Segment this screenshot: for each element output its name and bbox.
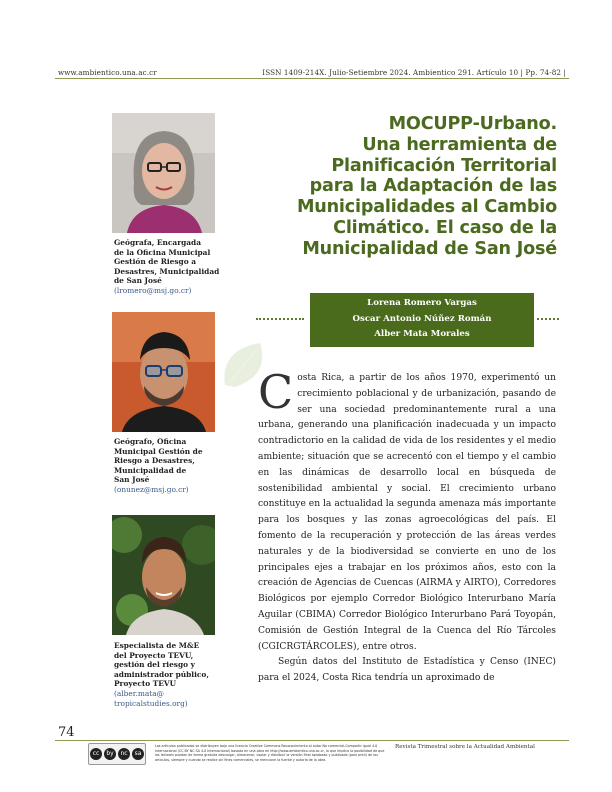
author-2: Oscar Antonio Núñez Román: [352, 313, 492, 324]
bio-mata: Especialista de M&E del Proyecto TEVU, gestión del riesgo y administrador público, Proyecto TEVU (alber.mata@ tropicalstudies.org): [114, 641, 232, 708]
email-mata[interactable]: (alber.mata@: [114, 688, 165, 698]
bio-nunez: Geógrafo, Oficina Municipal Gestión de Riesgo a Desastres, Municipalidad de San José (onunez@msj.go.cr): [114, 437, 232, 495]
author-photo-nunez: [112, 312, 215, 432]
page-number: 74: [58, 725, 75, 740]
journal-website[interactable]: www.ambientico.una.ac.cr: [58, 68, 157, 77]
cc-license-badge[interactable]: [88, 743, 146, 765]
nc-icon: nc: [118, 748, 130, 760]
sa-icon: sa: [132, 748, 144, 760]
author-1: Lorena Romero Vargas: [367, 298, 477, 308]
author-3: Alber Mata Morales: [374, 329, 470, 339]
footer-divider: [55, 740, 569, 741]
authors-dotted-rule-left: [256, 318, 304, 320]
article-title: MOCUPP-Urbano. Una herramienta de Planificación Territorial para la Adaptación de las Municipalidades al Cambio Climático. El caso de la Municipalidad de San José: [296, 114, 557, 259]
license-text: Los artículos publicados se distribuyen bajo una licencia Creative Commons Reconocimiento al autor-No comercial-Compartir igual 4.0 Internacional (CC BY NC SA 4.0 Internacional) basada en una obra en http://www.ambientico.una.ac.cr, lo que implica la posibilidad de que los lectores puedan de forma gratuita descargar, almacenar, copiar y distribuir la versión final aprobada y publicada (post print) de los artículos, siempre y cuando se realice sin fines comerciales, se mencione la fuente y autoría de la obra.: [155, 744, 385, 762]
issn-info: ISSN 1409-214X. Julio-Setiembre 2024. Ambientico 291. Artículo 10 | Pp. 74-82 |: [262, 68, 566, 77]
email-nunez[interactable]: (onunez@msj.go.cr): [114, 484, 189, 494]
cc-icon: cc: [90, 748, 102, 760]
email-mata-cont[interactable]: tropicalstudies.org): [114, 698, 188, 708]
author-photo-mata: [112, 515, 215, 635]
by-icon: by: [104, 748, 116, 760]
journal-tagline: Revista Trimestral sobre la Actualidad Ambiental: [395, 744, 535, 750]
drop-cap: C: [258, 365, 294, 419]
header-divider: [55, 78, 569, 79]
author-photo-romero: [112, 113, 215, 233]
author-list: [310, 296, 534, 343]
article-body: Costa Rica, a partir de los años 1970, experimentó un crecimiento poblacional y de urbanización, pasando de ser una sociedad predominantemente rural a una urbana, generando una planificación inadecuada y un impacto contradictorio en la calidad de vida de los residentes y el medio ambiente; situación que se acrecentó con el tiempo y el cambio en las dinámicas de desarrollo local en búsqueda de sostenibilidad ambiental y social. El crecimiento urbano constituye en la actualidad la segunda amenaza más importante para los bosques y las zonas agroecológicas del país. El fomento de la recuperación y protección de las áreas verdes naturales y de la biodiversidad se convierte en uno de los principales ejes a trabajar en los próximos años, esto con la creación de Agencias de Cuencas (AIRMA y AIRTO), Corredores Biológicos por ejemplo Corredor Biológico Interurbano María Aguilar (CBIMA) Corredor Biológico Interurbano Pará Toyopán, Comisión de Gestión Integral de la Cuenca del Río Tárcoles (CGICRGTÁRCOLES), entre otros. Según datos del Instituto de Estadística y Censo (INEC) para el 2024, Costa Rica tendría un aproximado de: [258, 365, 556, 684]
bio-romero: Geógrafa, Encargada de la Oficina Municipal Gestión de Riesgo a Desastres, Municipalidad de San José (lromero@msj.go.cr): [114, 238, 232, 296]
authors-dotted-rule-right: [537, 318, 559, 320]
email-romero[interactable]: (lromero@msj.go.cr): [114, 285, 192, 295]
